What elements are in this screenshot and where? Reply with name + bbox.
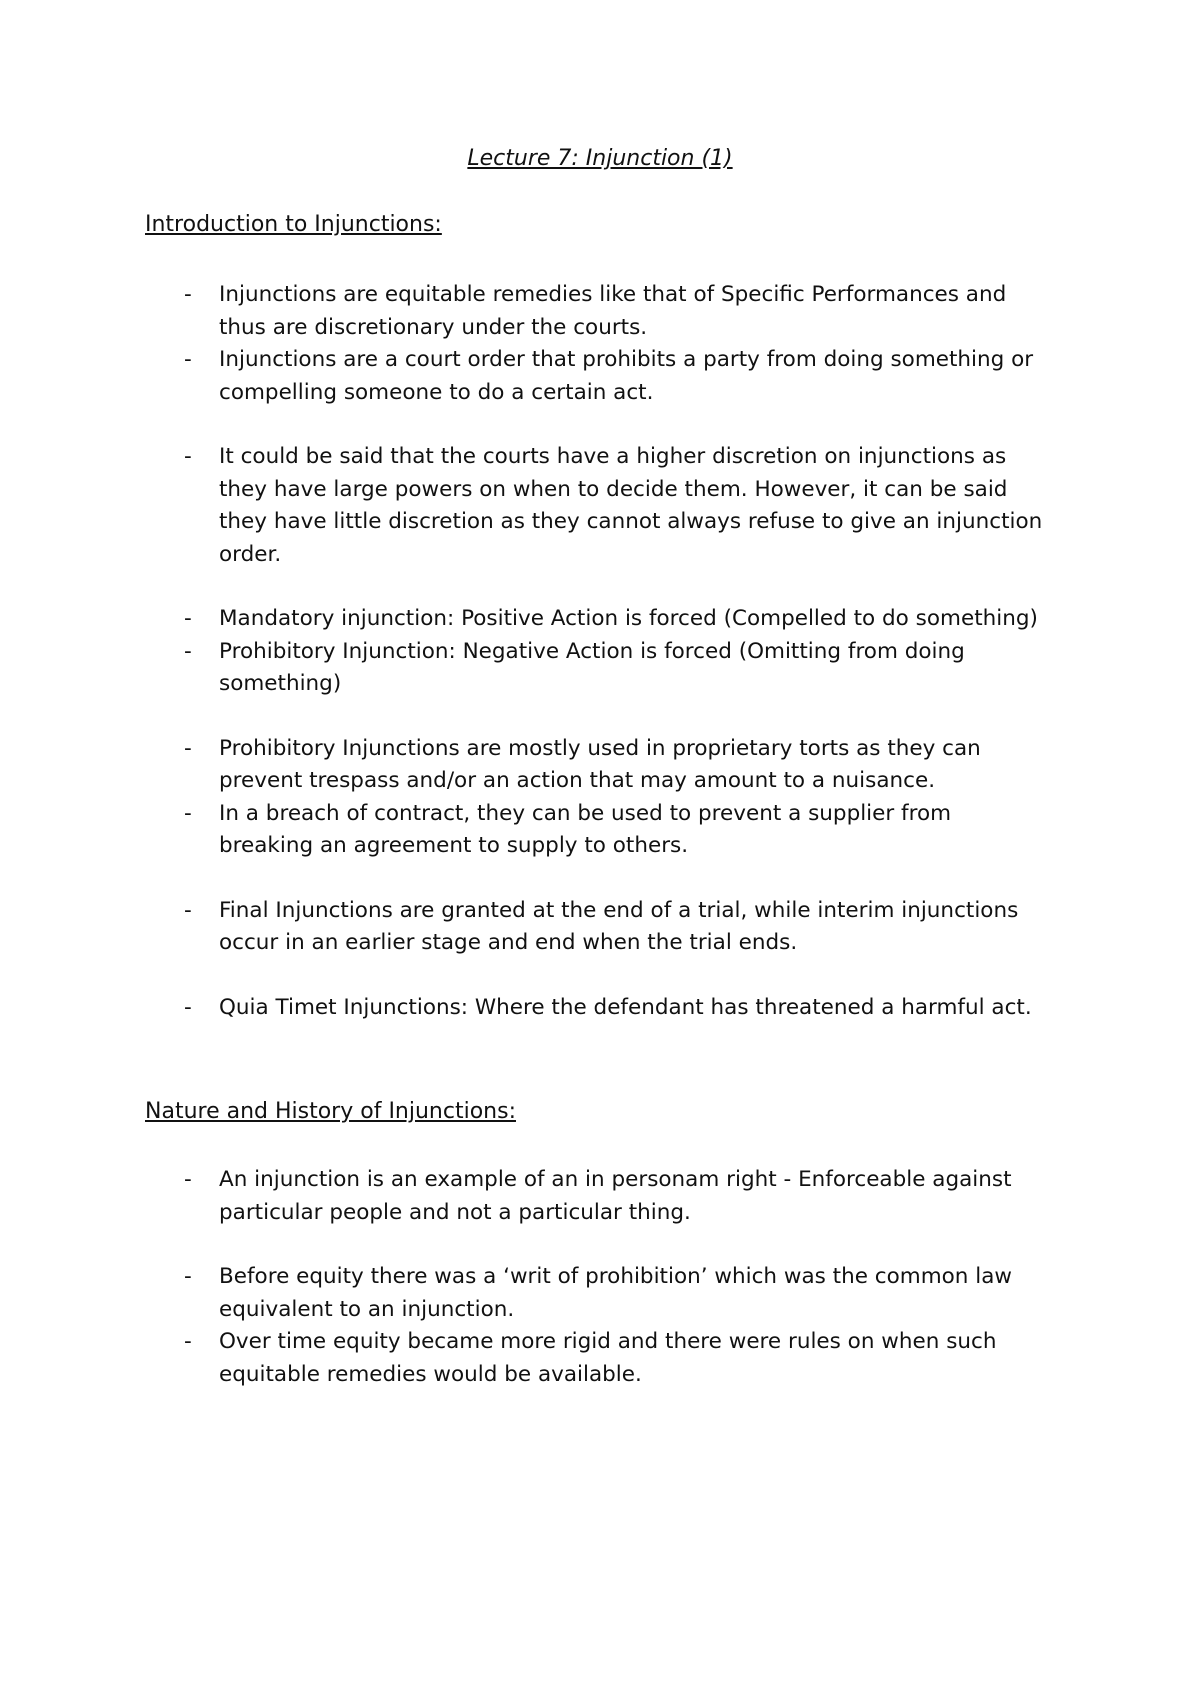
bullet-list-introduction: [0, 279, 1200, 1024]
list-item: [0, 636, 1200, 701]
list-item-text: Final Injunctions are granted at the end of a trial, while interim injunctions occur in an earlier stage and end when the trial ends.: [219, 897, 1019, 955]
list-item: [0, 279, 1200, 344]
bullet-dash: -: [184, 1329, 192, 1354]
list-item-text: Before equity there was a ‘writ of prohibition’ which was the common law equivalent to an injunction.: [219, 1264, 1012, 1322]
list-item-text: Injunctions are equitable remedies like that of Specific Performances and thus are discretionary under the courts.: [219, 282, 1007, 340]
bullet-dash: -: [184, 1167, 192, 1192]
list-item: [0, 1261, 1200, 1326]
list-item: [0, 798, 1200, 863]
list-item: [0, 344, 1200, 409]
bullet-dash: -: [184, 897, 192, 923]
list-item-text: It could be said that the courts have a higher discretion on injunctions as they have large powers on when to decide them. However, it can be said they have little discretion as they cannot always refuse to give an injunction order.: [219, 444, 1043, 567]
list-item: [0, 992, 1200, 1025]
bullet-dash: -: [184, 1264, 192, 1289]
list-item-text: An injunction is an example of an in personam right - Enforceable against particular people and not a particular thing.: [219, 1167, 1012, 1225]
bullet-dash: -: [184, 282, 192, 307]
document-title: Lecture 7: Injunction (1): [467, 146, 733, 171]
bullet-dash: -: [184, 800, 192, 826]
list-item-text: Injunctions are a court order that prohibits a party from doing something or compelling someone to do a certain act.: [219, 347, 1034, 405]
list-item: [0, 1326, 1200, 1391]
list-item-text: Prohibitory Injunctions are mostly used in proprietary torts as they can prevent trespass and/or an action that may amount to a nuisance.: [219, 735, 981, 793]
list-item-text: In a breach of contract, they can be used to prevent a supplier from breaking an agreement to supply to others.: [219, 800, 952, 858]
bullet-dash: -: [184, 444, 192, 469]
list-item-text: Prohibitory Injunction: Negative Action is forced (Omitting from doing something): [219, 638, 965, 696]
bullet-dash: -: [184, 606, 192, 631]
list-item: [0, 603, 1200, 636]
list-item: [0, 441, 1200, 571]
list-item: [0, 1164, 1200, 1229]
list-item-text: Over time equity became more rigid and there were rules on when such equitable remedies would be available.: [219, 1329, 997, 1387]
list-item: [0, 895, 1200, 960]
section-heading-nature-history: Nature and History of Injunctions:: [145, 1099, 516, 1124]
bullet-dash: -: [184, 735, 192, 761]
bullet-dash: -: [184, 638, 192, 664]
bullet-list-nature-history: [0, 1164, 1200, 1391]
list-item-text: Mandatory injunction: Positive Action is forced (Compelled to do something): [219, 606, 1038, 631]
list-item-text: Quia Timet Injunctions: Where the defendant has threatened a harmful act.: [219, 994, 1032, 1020]
list-item: [0, 733, 1200, 798]
section-heading-introduction: Introduction to Injunctions:: [145, 212, 442, 237]
bullet-dash: -: [184, 347, 192, 372]
bullet-dash: -: [184, 994, 192, 1020]
